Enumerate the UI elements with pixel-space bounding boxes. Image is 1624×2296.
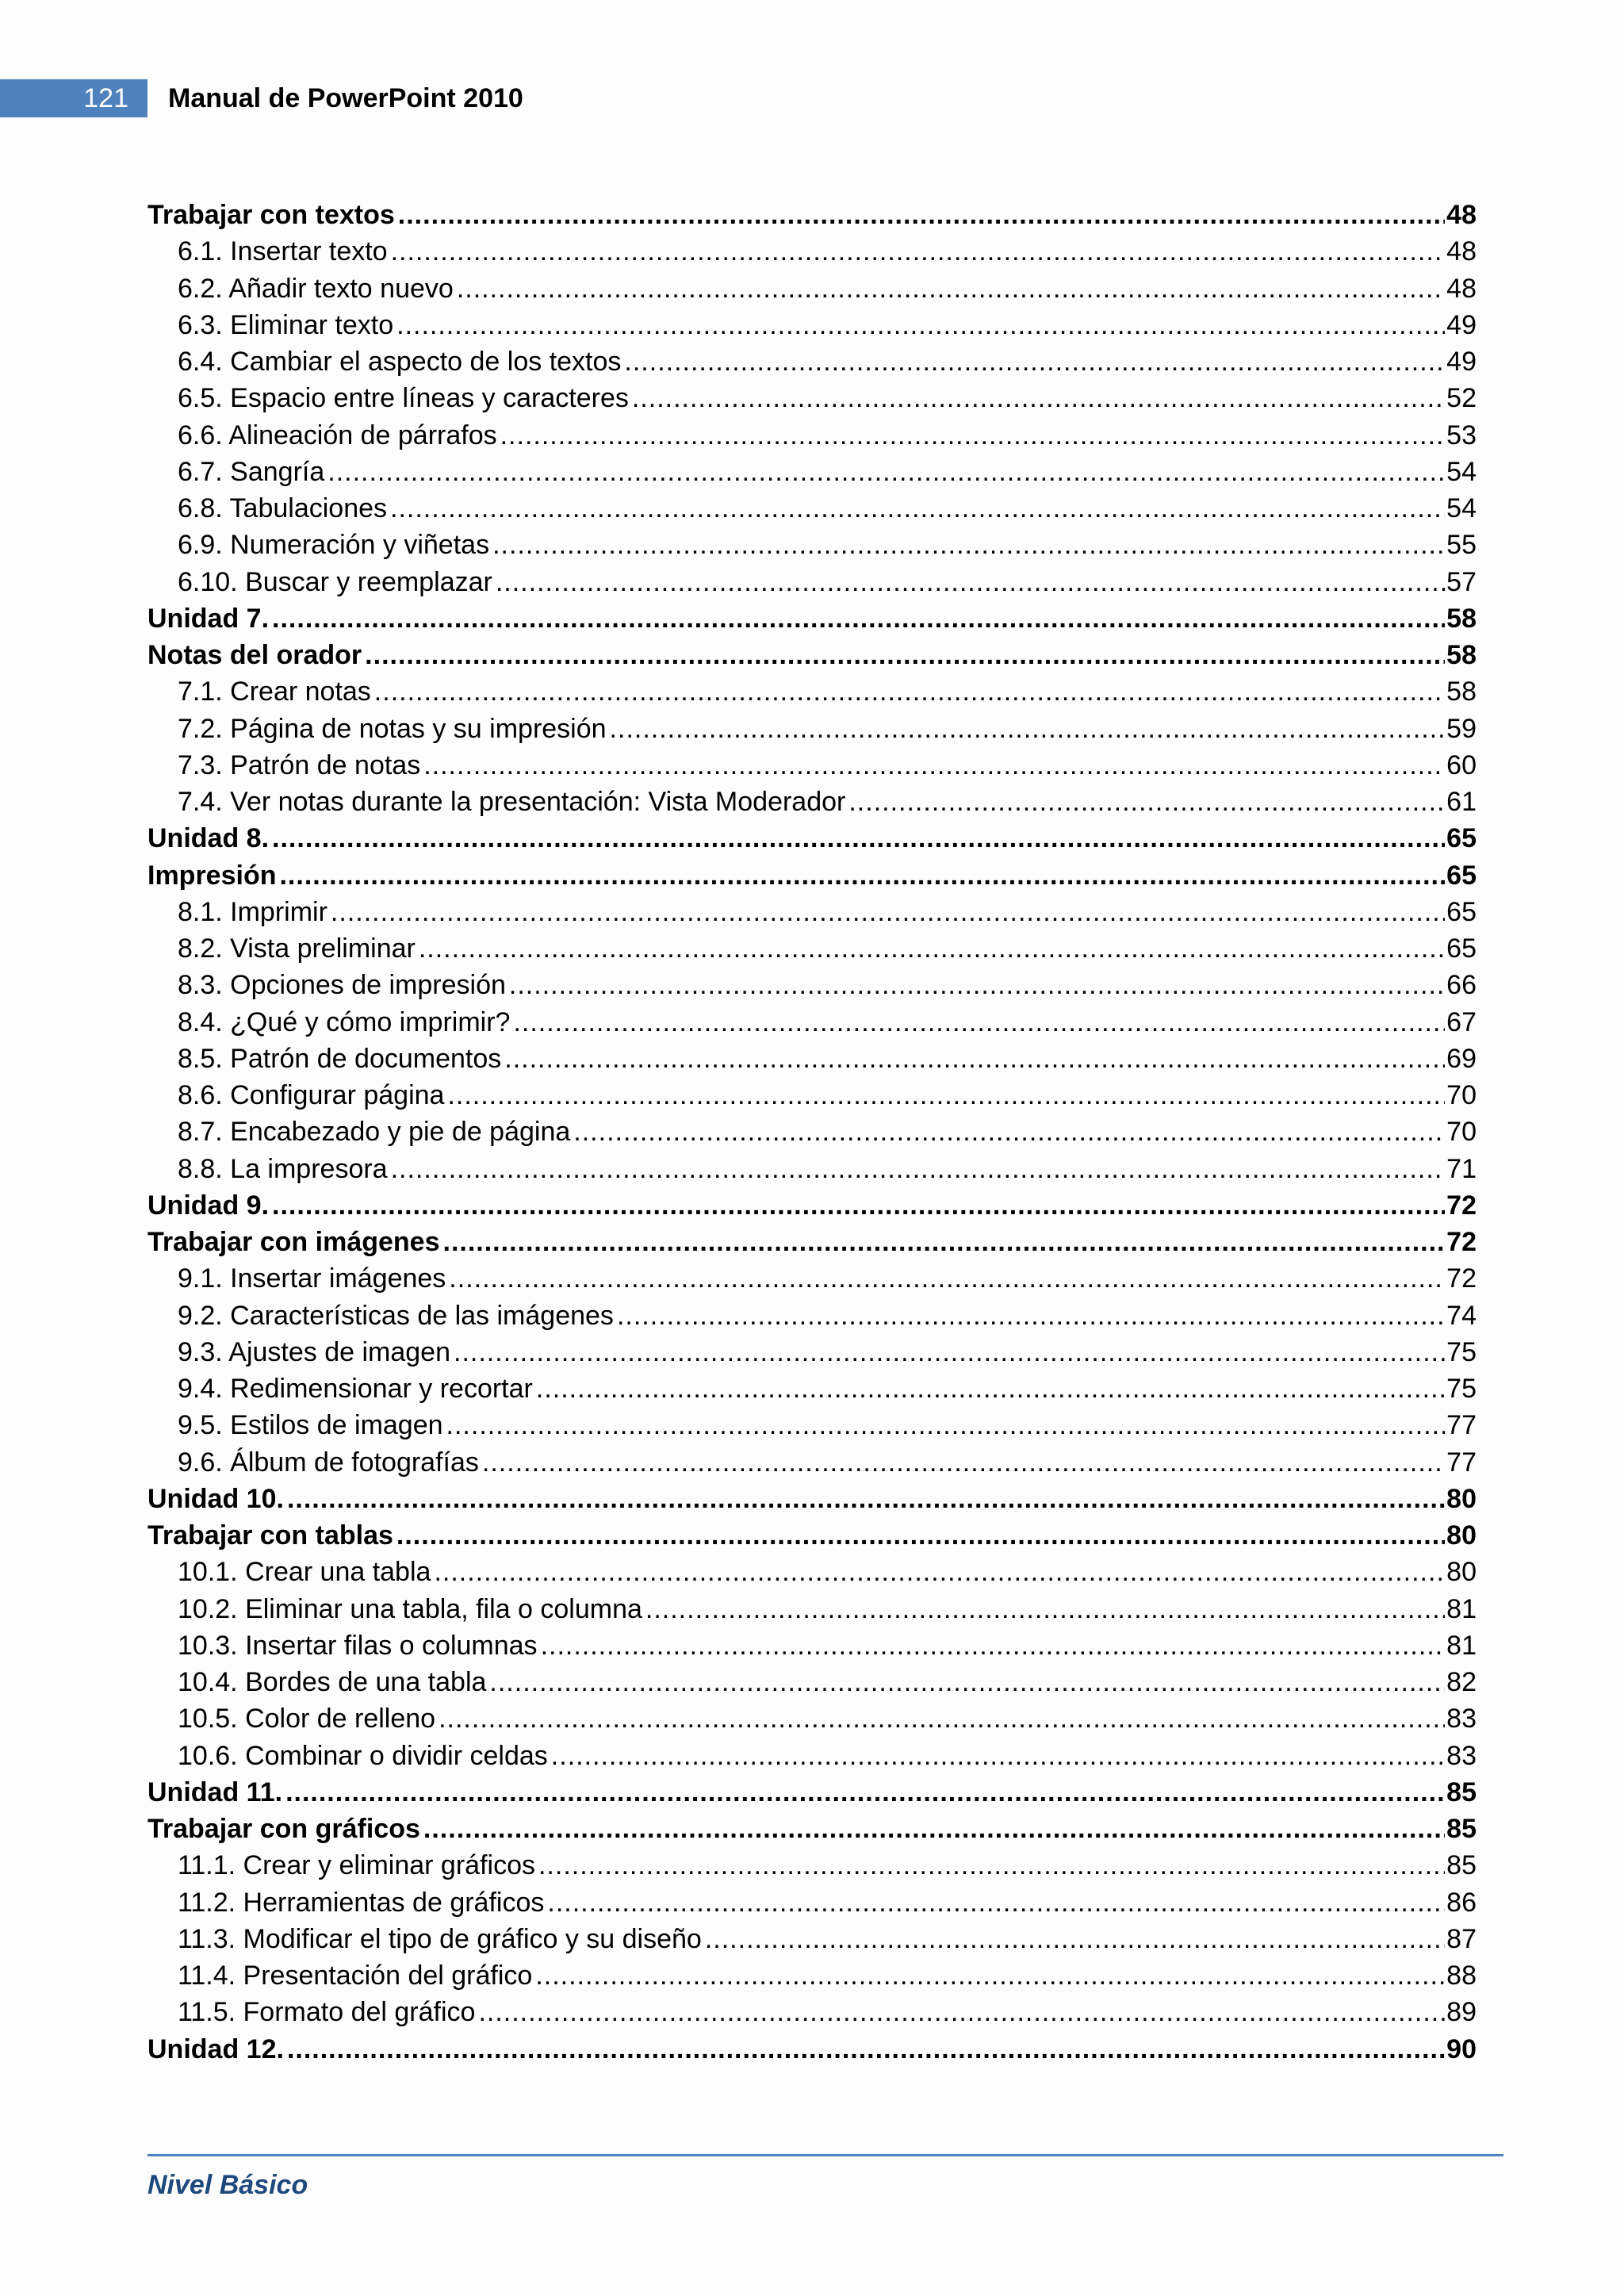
toc-entry-page-number: 59 [1446,713,1477,744]
toc-entry-title: 6.1. Insertar texto [178,236,388,267]
toc-entry-title: 8.3. Opciones de impresión [178,970,506,1001]
toc-heading-entry[interactable] [147,1187,1477,1224]
toc-subentry[interactable] [147,307,1477,343]
toc-subentry[interactable] [147,1921,1477,1957]
toc-entry-title: Impresión [147,860,277,891]
toc-entry-title: Trabajar con tablas [147,1520,393,1550]
toc-entry-title: 6.10. Buscar y reemplazar [178,566,492,597]
toc-subentry[interactable] [147,564,1477,600]
toc-subentry[interactable] [147,527,1477,563]
toc-entry-title: 10.3. Insertar filas o columnas [178,1630,538,1661]
toc-entry-title: 6.3. Eliminar texto [178,309,394,340]
toc-dot-leader [327,454,1445,490]
toc-entry-title: 10.5. Color de relleno [178,1704,436,1734]
toc-subentry[interactable] [147,1627,1477,1664]
toc-dot-leader [374,673,1445,710]
toc-subentry[interactable] [147,490,1477,527]
toc-dot-leader [509,967,1445,1003]
toc-subentry[interactable] [147,454,1477,490]
toc-dot-leader [504,1041,1445,1077]
toc-entry-page-number: 86 [1446,1887,1477,1918]
toc-entry-title: 10.2. Eliminar una tabla, fila o columna [178,1593,642,1624]
toc-subentry[interactable] [147,1151,1477,1187]
toc-heading-entry[interactable] [147,637,1477,673]
toc-subentry[interactable] [147,1370,1477,1407]
table-of-contents [147,197,1477,2068]
toc-entry-page-number: 72 [1446,1190,1477,1221]
toc-dot-leader [848,784,1445,820]
toc-entry-page-number: 71 [1446,1153,1477,1184]
toc-subentry[interactable] [147,343,1477,380]
toc-subentry[interactable] [147,747,1477,784]
toc-entry-page-number: 57 [1446,566,1477,597]
toc-entry-title: 11.3. Modificar el tipo de gráfico y su diseño [178,1923,702,1954]
toc-subentry[interactable] [147,1077,1477,1114]
toc-dot-leader [449,1260,1445,1297]
toc-subentry[interactable] [147,1664,1477,1700]
toc-entry-page-number: 89 [1446,1997,1477,2028]
toc-dot-leader [496,564,1445,600]
toc-entry-page-number: 54 [1446,493,1477,523]
toc-subentry[interactable] [147,1260,1477,1297]
toc-entry-page-number: 65 [1446,933,1477,964]
toc-dot-leader [446,1407,1446,1443]
toc-dot-leader [541,1627,1446,1664]
footer-label: Nivel Básico [147,2170,308,2200]
toc-entry-title: Trabajar con gráficos [147,1814,420,1844]
toc-subentry[interactable] [147,1738,1477,1774]
toc-subentry[interactable] [147,967,1477,1003]
toc-subentry[interactable] [147,1297,1477,1334]
toc-subentry[interactable] [147,1591,1477,1627]
toc-entry-title: 6.5. Espacio entre líneas y caracteres [178,383,629,414]
document-title: Manual de PowerPoint 2010 [168,83,523,113]
toc-dot-leader [482,1444,1445,1481]
toc-dot-leader [365,637,1445,673]
toc-entry-title: 10.4. Bordes de una tabla [178,1667,487,1697]
toc-subentry[interactable] [147,270,1477,307]
toc-entry-page-number: 66 [1446,970,1477,1001]
toc-dot-leader [624,343,1445,380]
toc-dot-leader [489,1664,1445,1700]
footer-divider [147,2154,1503,2156]
toc-entry-page-number: 61 [1446,787,1477,817]
toc-dot-leader [423,747,1445,784]
page-header [0,79,1624,117]
toc-entry-title: 8.7. Encabezado y pie de página [178,1117,571,1148]
toc-dot-leader [457,270,1445,307]
toc-subentry[interactable] [147,1004,1477,1041]
toc-entry-title: 8.8. La impresora [178,1153,388,1184]
toc-entry-page-number: 48 [1446,273,1477,304]
toc-dot-leader [513,1004,1445,1041]
toc-dot-leader [285,1774,1445,1811]
toc-entry-page-number: 58 [1446,640,1477,670]
toc-subentry[interactable] [147,417,1477,454]
toc-entry-page-number: 55 [1446,530,1477,561]
toc-entry-page-number: 80 [1446,1483,1477,1514]
toc-dot-leader [331,894,1445,930]
toc-entry-title: Unidad 10. [147,1483,284,1514]
toc-entry-title: Unidad 8. [147,823,270,854]
toc-entry-page-number: 65 [1446,860,1477,891]
toc-dot-leader [551,1738,1445,1774]
page-number-badge: 121 [0,79,147,117]
toc-dot-leader [439,1700,1445,1737]
toc-entry-page-number: 49 [1446,309,1477,340]
toc-subentry[interactable] [147,380,1477,416]
toc-entry-title: 8.2. Vista preliminar [178,933,416,964]
toc-subentry[interactable] [147,233,1477,270]
toc-entry-title: 8.6. Configurar página [178,1080,445,1110]
toc-dot-leader [272,820,1445,857]
toc-entry-title: 8.1. Imprimir [178,896,327,927]
toc-entry-page-number: 72 [1446,1263,1477,1294]
toc-entry-title: 6.2. Añadir texto nuevo [178,273,454,304]
toc-entry-title: Notas del orador [147,640,362,670]
toc-dot-leader [272,600,1445,637]
toc-dot-leader [447,1077,1445,1114]
toc-entry-title: 6.9. Numeración y viñetas [178,530,490,561]
toc-subentry[interactable] [147,1444,1477,1481]
toc-entry-title: 8.4. ¿Qué y cómo imprimir? [178,1006,511,1037]
toc-dot-leader [610,711,1446,747]
toc-dot-leader [279,857,1445,894]
toc-dot-leader [398,197,1445,233]
toc-entry-title: 10.1. Crear una tabla [178,1557,431,1588]
toc-entry-title: 9.6. Álbum de fotografías [178,1447,479,1478]
toc-dot-leader [705,1921,1445,1957]
toc-heading-entry[interactable] [147,1774,1477,1811]
toc-entry-page-number: 85 [1446,1814,1477,1844]
toc-subentry[interactable] [147,1994,1477,2030]
toc-entry-page-number: 70 [1446,1080,1477,1110]
toc-entry-page-number: 85 [1446,1777,1477,1807]
toc-dot-leader [573,1114,1445,1150]
toc-entry-page-number: 49 [1446,347,1477,377]
toc-subentry[interactable] [147,1700,1477,1737]
toc-entry-page-number: 82 [1446,1667,1477,1697]
toc-dot-leader [535,1957,1445,1994]
toc-dot-leader [396,1517,1445,1554]
toc-heading-entry[interactable] [147,1811,1477,1847]
toc-entry-title: Trabajar con textos [147,200,395,230]
toc-entry-title: 10.6. Combinar o dividir celdas [178,1740,548,1771]
toc-entry-page-number: 80 [1446,1520,1477,1550]
toc-entry-title: 11.1. Crear y eliminar gráficos [178,1850,535,1881]
toc-dot-leader [287,1481,1445,1517]
toc-entry-title: 6.8. Tabulaciones [178,493,388,523]
toc-subentry[interactable] [147,1884,1477,1921]
toc-heading-entry[interactable] [147,1224,1477,1260]
toc-entry-title: 7.3. Patrón de notas [178,749,421,780]
toc-entry-title: 9.4. Redimensionar y recortar [178,1374,533,1404]
toc-entry-title: 9.3. Ajustes de imagen [178,1336,451,1367]
toc-dot-leader [272,1187,1445,1224]
toc-dot-leader [443,1224,1446,1260]
toc-entry-page-number: 58 [1446,677,1477,707]
toc-dot-leader [419,930,1445,967]
toc-subentry[interactable] [147,673,1477,710]
toc-entry-page-number: 69 [1446,1043,1477,1074]
toc-entry-title: 7.4. Ver notas durante la presentación: Vista Moderador [178,787,846,817]
toc-dot-leader [492,527,1445,563]
toc-entry-title: Unidad 7. [147,603,270,634]
toc-entry-page-number: 90 [1446,2033,1477,2064]
toc-dot-leader [434,1554,1445,1590]
toc-entry-title: Unidad 11. [147,1777,283,1807]
toc-entry-page-number: 88 [1446,1961,1477,1991]
toc-entry-page-number: 54 [1446,456,1477,487]
toc-entry-title: 11.5. Formato del gráfico [178,1997,476,2028]
toc-entry-title: 6.7. Sangría [178,456,325,487]
toc-entry-page-number: 77 [1446,1447,1477,1478]
toc-entry-page-number: 75 [1446,1374,1477,1404]
toc-dot-leader [390,490,1445,527]
toc-entry-page-number: 48 [1446,200,1477,230]
toc-entry-page-number: 60 [1446,749,1477,780]
toc-heading-entry[interactable] [147,820,1477,857]
toc-heading-entry[interactable] [147,1481,1477,1517]
toc-entry-page-number: 81 [1446,1630,1477,1661]
toc-dot-leader [391,233,1446,270]
toc-subentry[interactable] [147,711,1477,747]
toc-entry-title: 9.2. Características de las imágenes [178,1300,614,1331]
toc-entry-page-number: 65 [1446,896,1477,927]
toc-heading-entry[interactable] [147,2031,1477,2068]
toc-entry-page-number: 74 [1446,1300,1477,1331]
toc-entry-title: 8.5. Patrón de documentos [178,1043,502,1074]
toc-subentry[interactable] [147,930,1477,967]
toc-dot-leader [536,1370,1445,1407]
toc-entry-page-number: 81 [1446,1593,1477,1624]
toc-dot-leader [645,1591,1445,1627]
toc-entry-page-number: 87 [1446,1923,1477,1954]
toc-entry-title: 11.2. Herramientas de gráficos [178,1887,545,1918]
toc-entry-title: 9.1. Insertar imágenes [178,1263,446,1294]
toc-entry-title: Unidad 9. [147,1190,270,1221]
toc-entry-page-number: 58 [1446,603,1477,634]
toc-dot-leader [454,1334,1445,1370]
toc-dot-leader [287,2031,1445,2068]
toc-entry-page-number: 52 [1446,383,1477,414]
toc-entry-title: 7.1. Crear notas [178,677,371,707]
toc-entry-page-number: 85 [1446,1850,1477,1881]
toc-entry-page-number: 72 [1446,1227,1477,1257]
toc-entry-title: 6.4. Cambiar el aspecto de los textos [178,347,622,377]
toc-subentry[interactable] [147,1957,1477,1994]
toc-dot-leader [396,307,1445,343]
toc-entry-page-number: 80 [1446,1557,1477,1588]
toc-entry-page-number: 65 [1446,823,1477,854]
toc-subentry[interactable] [147,1041,1477,1077]
toc-dot-leader [478,1994,1445,2030]
toc-entry-page-number: 48 [1446,236,1477,267]
toc-subentry[interactable] [147,1407,1477,1443]
toc-entry-title: 9.5. Estilos de imagen [178,1410,443,1441]
toc-entry-title: 11.4. Presentación del gráfico [178,1961,533,1991]
toc-dot-leader [538,1847,1445,1884]
toc-entry-page-number: 75 [1446,1336,1477,1367]
toc-heading-entry[interactable] [147,857,1477,894]
toc-entry-page-number: 77 [1446,1410,1477,1441]
toc-entry-page-number: 83 [1446,1740,1477,1771]
toc-entry-title: 6.6. Alineación de párrafos [178,420,497,450]
toc-entry-page-number: 67 [1446,1006,1477,1037]
toc-entry-title: Trabajar con imágenes [147,1227,440,1257]
toc-entry-page-number: 53 [1446,420,1477,450]
toc-dot-leader [391,1151,1446,1187]
toc-heading-entry[interactable] [147,1517,1477,1554]
toc-dot-leader [500,417,1446,454]
toc-subentry[interactable] [147,894,1477,930]
toc-dot-leader [617,1297,1445,1334]
toc-subentry[interactable] [147,1334,1477,1370]
toc-entry-page-number: 70 [1446,1117,1477,1148]
toc-dot-leader [632,380,1445,416]
toc-heading-entry[interactable] [147,600,1477,637]
toc-entry-page-number: 83 [1446,1704,1477,1734]
toc-dot-leader [423,1811,1445,1847]
toc-entry-title: Unidad 12. [147,2033,284,2064]
toc-subentry[interactable] [147,784,1477,820]
toc-subentry[interactable] [147,1554,1477,1590]
toc-heading-entry[interactable] [147,197,1477,233]
toc-entry-title: 7.2. Página de notas y su impresión [178,713,607,744]
toc-subentry[interactable] [147,1114,1477,1150]
toc-subentry[interactable] [147,1847,1477,1884]
toc-dot-leader [547,1884,1445,1921]
